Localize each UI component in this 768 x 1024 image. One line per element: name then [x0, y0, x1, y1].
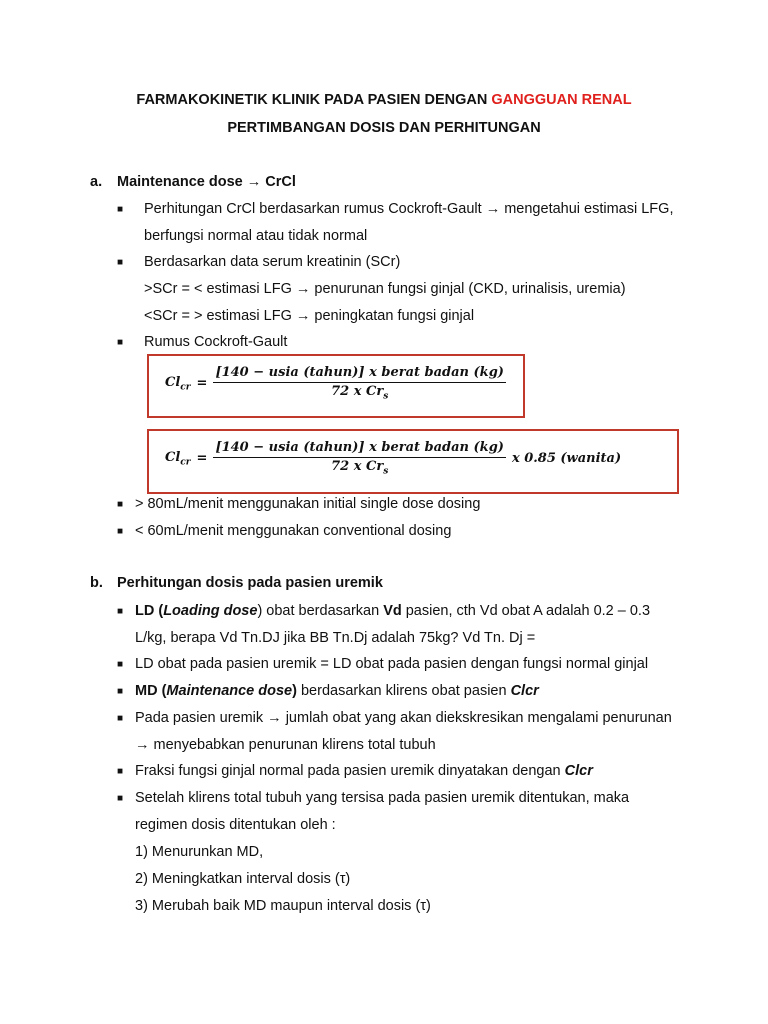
section-b-heading: Perhitungan dosis pada pasien uremik — [117, 575, 383, 591]
page-title — [0, 92, 768, 108]
bullet-icon: ■ — [116, 606, 124, 617]
formula-2 — [165, 440, 621, 477]
title-highlight: GANGGUAN RENAL — [491, 92, 632, 108]
formula-denominator: 72 x $Cr_s$ — [331, 459, 389, 477]
formula-box-cockroft-gault-female — [147, 429, 679, 494]
formula-denominator: 72 x $Cr_s$ — [331, 384, 389, 402]
bullet-text: Perhitungan CrCl berdasarkan rumus Cockroft-Gault → mengetahui estimasi LFG, — [144, 201, 674, 217]
formula-female-factor: x 0.85 (wanita) — [511, 450, 622, 466]
bullet-text: L/kg, berapa Vd Tn.DJ jika BB Tn.Dj adalah 75kg? Vd Tn. Dj = — [135, 630, 536, 646]
bullet-text: Fraksi fungsi ginjal normal pada pasien uremik dinyatakan dengan Clcr — [135, 763, 593, 779]
bullet-text: LD (Loading dose) obat berdasarkan Vd pasien, cth Vd obat A adalah 0.2 – 0.3 — [135, 603, 651, 619]
formula-1 — [165, 365, 506, 402]
section-a-letter: a. — [90, 174, 103, 190]
section-b-letter: b. — [90, 575, 103, 591]
bullet-icon: ■ — [116, 257, 124, 268]
formula-lhs: $Cl_{cr}$ — [165, 449, 191, 468]
bullet-text: MD (Maintenance dose) berdasarkan klirens obat pasien Clcr — [135, 683, 539, 699]
formula-fraction — [213, 365, 506, 402]
numbered-item: 1) Menurunkan MD, — [135, 844, 264, 860]
formula-numerator: [140 − usia (tahun)] x berat badan (kg) — [213, 365, 506, 383]
bullet-text: Rumus Cockroft-Gault — [144, 334, 288, 350]
bullet-icon: ■ — [116, 713, 124, 724]
bullet-icon: ■ — [116, 793, 124, 804]
page-subtitle: PERTIMBANGAN DOSIS DAN PERHITUNGAN — [227, 120, 541, 136]
bullet-icon: ■ — [116, 526, 124, 537]
numbered-item: 3) Merubah baik MD maupun interval dosis (τ) — [135, 898, 431, 914]
bullet-text: < 60mL/menit menggunakan conventional dosing — [135, 523, 452, 539]
bullet-text: Berdasarkan data serum kreatinin (SCr) — [144, 254, 401, 270]
bullet-icon: ■ — [116, 499, 124, 510]
section-a-heading: Maintenance dose → CrCl — [117, 174, 296, 190]
bullet-text: Pada pasien uremik → jumlah obat yang akan diekskresikan mengalami penurunan — [135, 710, 672, 726]
formula-equals: = — [196, 375, 208, 391]
bullet-icon: ■ — [116, 686, 124, 697]
bullet-icon: ■ — [116, 766, 124, 777]
bullet-text: regimen dosis ditentukan oleh : — [135, 817, 336, 833]
formula-box-cockroft-gault — [147, 354, 525, 418]
title-part1: FARMAKOKINETIK KLINIK PADA PASIEN DENGAN — [136, 92, 492, 108]
bullet-text: → menyebabkan penurunan klirens total tubuh — [135, 737, 436, 753]
bullet-text: Setelah klirens total tubuh yang tersisa pada pasien uremik ditentukan, maka — [135, 790, 630, 806]
bullet-text: <SCr = > estimasi LFG → peningkatan fungsi ginjal — [144, 308, 475, 324]
numbered-item: 2) Meningkatkan interval dosis (τ) — [135, 871, 351, 887]
formula-lhs: $Cl_{cr}$ — [165, 374, 191, 393]
formula-fraction — [213, 440, 506, 477]
formula-numerator: [140 − usia (tahun)] x berat badan (kg) — [213, 440, 506, 458]
bullet-icon: ■ — [116, 204, 124, 215]
formula-equals: = — [196, 450, 208, 466]
bullet-text: berfungsi normal atau tidak normal — [144, 228, 368, 244]
bullet-icon: ■ — [116, 337, 124, 348]
bullet-text: LD obat pada pasien uremik = LD obat pada pasien dengan fungsi normal ginjal — [135, 656, 649, 672]
bullet-icon: ■ — [116, 659, 124, 670]
bullet-text: >SCr = < estimasi LFG → penurunan fungsi ginjal (CKD, urinalisis, uremia) — [144, 281, 626, 297]
bullet-text: > 80mL/menit menggunakan initial single dose dosing — [135, 496, 481, 512]
